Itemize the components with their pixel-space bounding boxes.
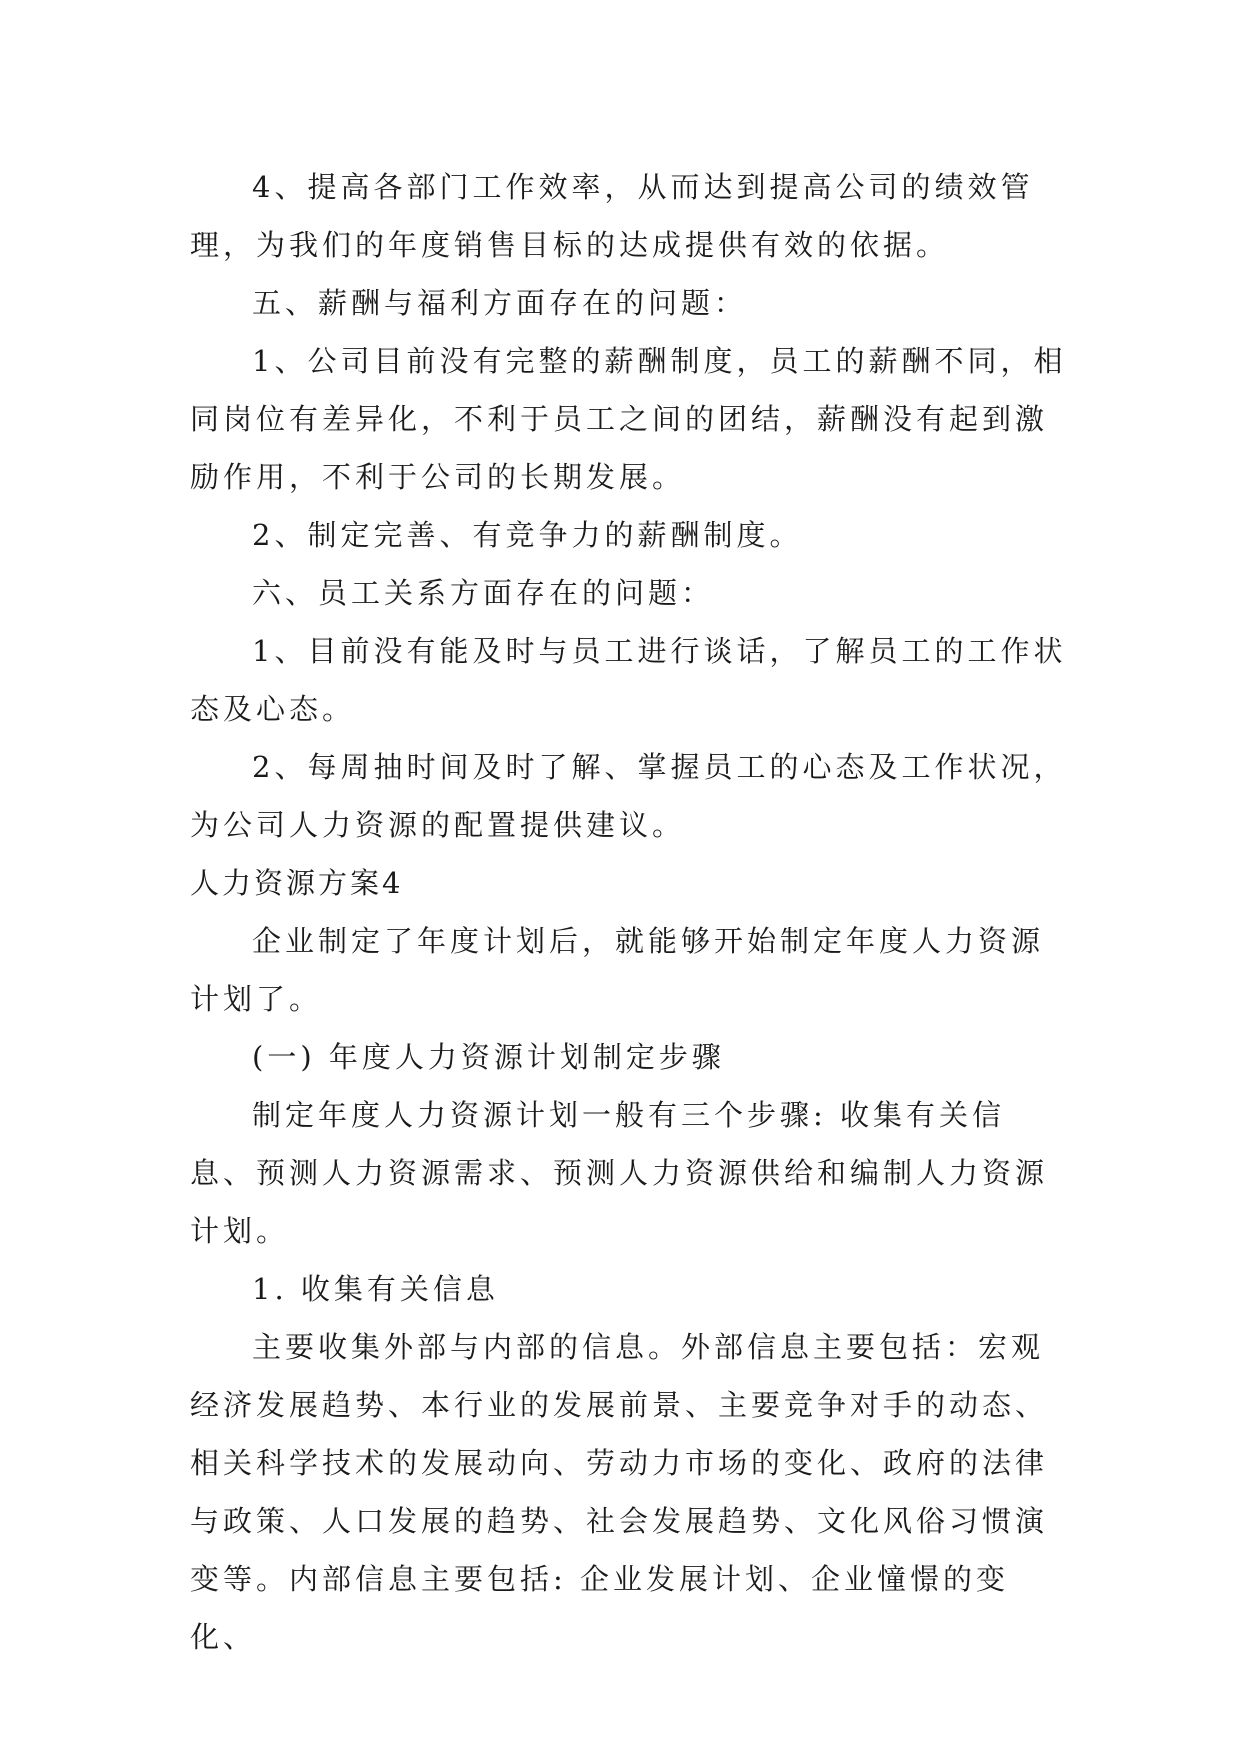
paragraph-info-details: 主要收集外部与内部的信息。外部信息主要包括：宏观经济发展趋势、本行业的发展前景、主要竞争对手的动态、相关科学技术的发展动向、劳动力市场的变化、政府的法律与政策、人口发展的趋势、社会发展趋势、文化风俗习惯演变等。内部信息主要包括: 企业发展计划、企业憧憬的变化、	[190, 1330, 1049, 1654]
paragraph-compensation-issue: 1、公司目前没有完整的薪酬制度，员工的薪酬不同，相同岗位有差异化，不利于员工之间的团结，薪酬没有起到激励作用，不利于公司的长期发展。	[190, 344, 1067, 494]
paragraph-improve-efficiency: 4、提高各部门工作效率，从而达到提高公司的绩效管理，为我们的年度销售目标的达成提供有效的依据。	[190, 170, 1034, 262]
subheading-plan-steps: (一) 年度人力资源计划制定步骤	[252, 1040, 725, 1074]
paragraph-compensation-solution: 2、制定完善、有竞争力的薪酬制度。	[252, 518, 803, 552]
document-page	[190, 158, 1070, 1666]
paragraph-three-steps: 制定年度人力资源计划一般有三个步骤: 收集有关信息、预测人力资源需求、预测人力资源供给和编制人力资源计划。	[190, 1098, 1049, 1248]
section-heading-compensation: 五、薪酬与福利方面存在的问题：	[252, 286, 748, 320]
section-heading-employee-relations: 六、员工关系方面存在的问题：	[252, 576, 715, 610]
paragraph-annual-plan-intro: 企业制定了年度计划后，就能够开始制定年度人力资源计划了。	[190, 924, 1045, 1016]
document-section-title: 人力资源方案4	[190, 866, 404, 900]
paragraph-employee-relations-issue: 1、目前没有能及时与员工进行谈话，了解员工的工作状态及心态。	[190, 634, 1067, 726]
subheading-collect-info: 1. 收集有关信息	[252, 1272, 499, 1306]
paragraph-employee-relations-solution: 2、每周抽时间及时了解、掌握员工的心态及工作状况，为公司人力资源的配置提供建议。	[190, 750, 1067, 842]
